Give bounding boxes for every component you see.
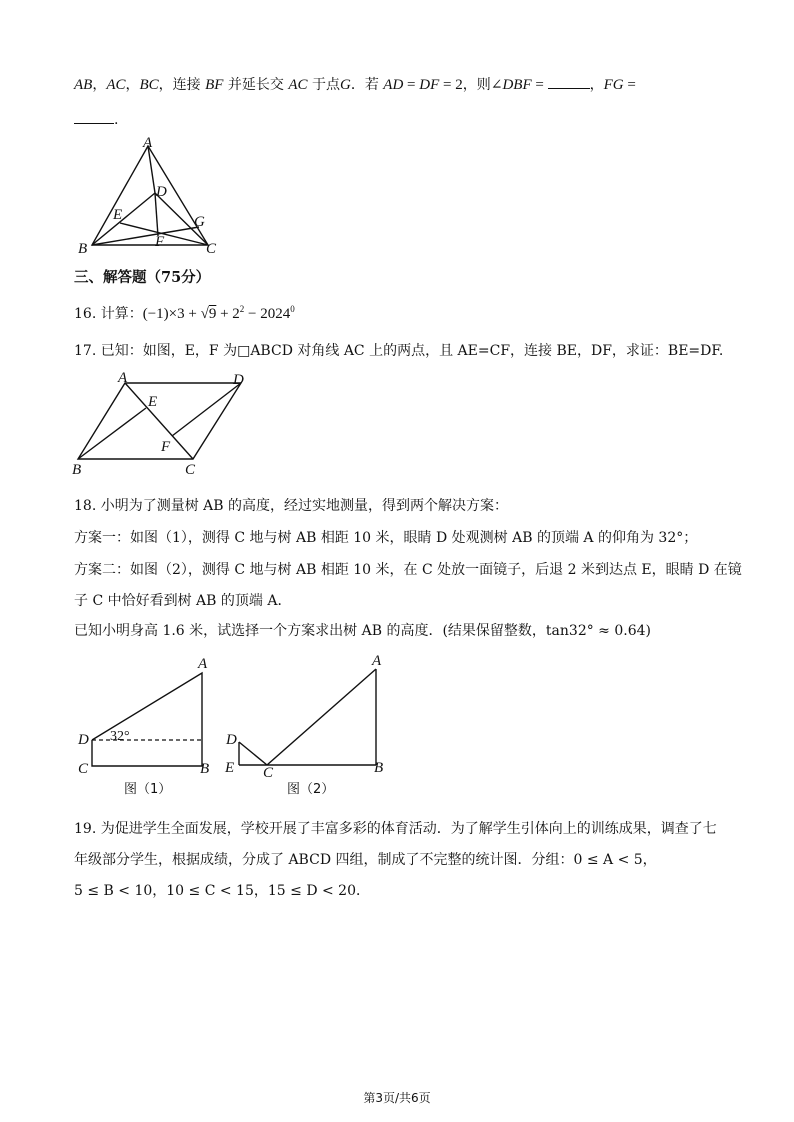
q16-line: 16. 计算：$(-1)\times 3 + √9 + 2^2 - 2024^0$ (74, 304, 295, 322)
section-title: 三、解答题（75分） (74, 269, 211, 286)
fig2-label-a: A (372, 653, 382, 669)
q15-text-line1: AB，AC，BC，连接 BF 并延长交 AC 于点G．若 AD = DF = 2，则∠DBF = ，FG = (74, 77, 636, 93)
fig2-label-e: E (225, 760, 235, 776)
q15-label-e: E (113, 207, 123, 223)
q18-plan2-a: 方案二：如图（2），测得 C 地与树 AB 相距 10 米，在 C 处放一面镜子，后退 2 米到达点 E，眼睛 D 在镜 (74, 562, 742, 578)
q18-figure-1 (72, 652, 222, 800)
fig1-label-d: D (78, 732, 89, 748)
q19-line2: 年级部分学生，根据成绩，分成了 ABCD 四组，制成了不完整的统计图．分组：0 ≤ A < 5， (74, 852, 657, 868)
fig1-angle: 32° (110, 729, 130, 744)
q17-label-d: D (233, 372, 244, 388)
q19-line1: 19. 为促进学生全面发展，学校开展了丰富多彩的体育活动．为了解学生引体向上的训练成果，调查了七 (74, 821, 717, 837)
q18-known: 已知小明身高 1.6 米，试选择一个方案求出树 AB 的高度．(结果保留整数，tan32° ≈ 0.64) (74, 623, 651, 639)
fig1-label-a: A (198, 656, 208, 672)
q18-plan1: 方案一：如图（1），测得 C 地与树 AB 相距 10 米，眼睛 D 处观测树 AB 的顶端 A 的仰角为 32°； (74, 530, 698, 546)
fig1-caption: 图（1） (124, 782, 172, 797)
q15-label-d: D (156, 184, 167, 200)
q18-figure-2 (222, 652, 397, 800)
fig1-label-c: C (78, 761, 89, 777)
fig2-label-c: C (263, 765, 274, 781)
q17-parallelogram-figure (68, 370, 268, 480)
q17-text: 17. 已知：如图，E，F 为□ABCD 对角线 AC 上的两点，且 AE=CF，连接 BE，DF，求证：BE=DF. (74, 343, 724, 359)
q15-label-b: B (78, 241, 88, 257)
q17-label-e: E (148, 394, 158, 410)
q15-triangle-figure (72, 132, 232, 257)
fig2-label-b: B (374, 760, 384, 776)
q17-label-f: F (161, 439, 171, 455)
q15-label-g: G (194, 214, 205, 230)
page-footer: 第3页/共6页 (363, 1091, 431, 1105)
fig2-caption: 图（2） (287, 782, 335, 797)
fig1-label-b: B (200, 761, 210, 777)
q17-label-c: C (185, 462, 196, 478)
q18-intro: 18. 小明为了测量树 AB 的高度，经过实地测量，得到两个解决方案： (74, 498, 509, 514)
q15-text-line2: . (74, 112, 118, 128)
q15-label-f: F (155, 234, 165, 250)
q19-line3: 5 ≤ B < 10，10 ≤ C < 15，15 ≤ D < 20． (74, 883, 370, 899)
q17-label-b: B (72, 462, 82, 478)
answer-blank-2 (74, 123, 114, 124)
fig2-label-d: D (226, 732, 237, 748)
q17-label-a: A (118, 370, 128, 386)
answer-blank-1 (548, 88, 590, 89)
q15-label-c: C (206, 241, 217, 257)
q15-label-a: A (143, 135, 153, 151)
q18-plan2-b: 子 C 中恰好看到树 AB 的顶端 A． (74, 593, 292, 609)
